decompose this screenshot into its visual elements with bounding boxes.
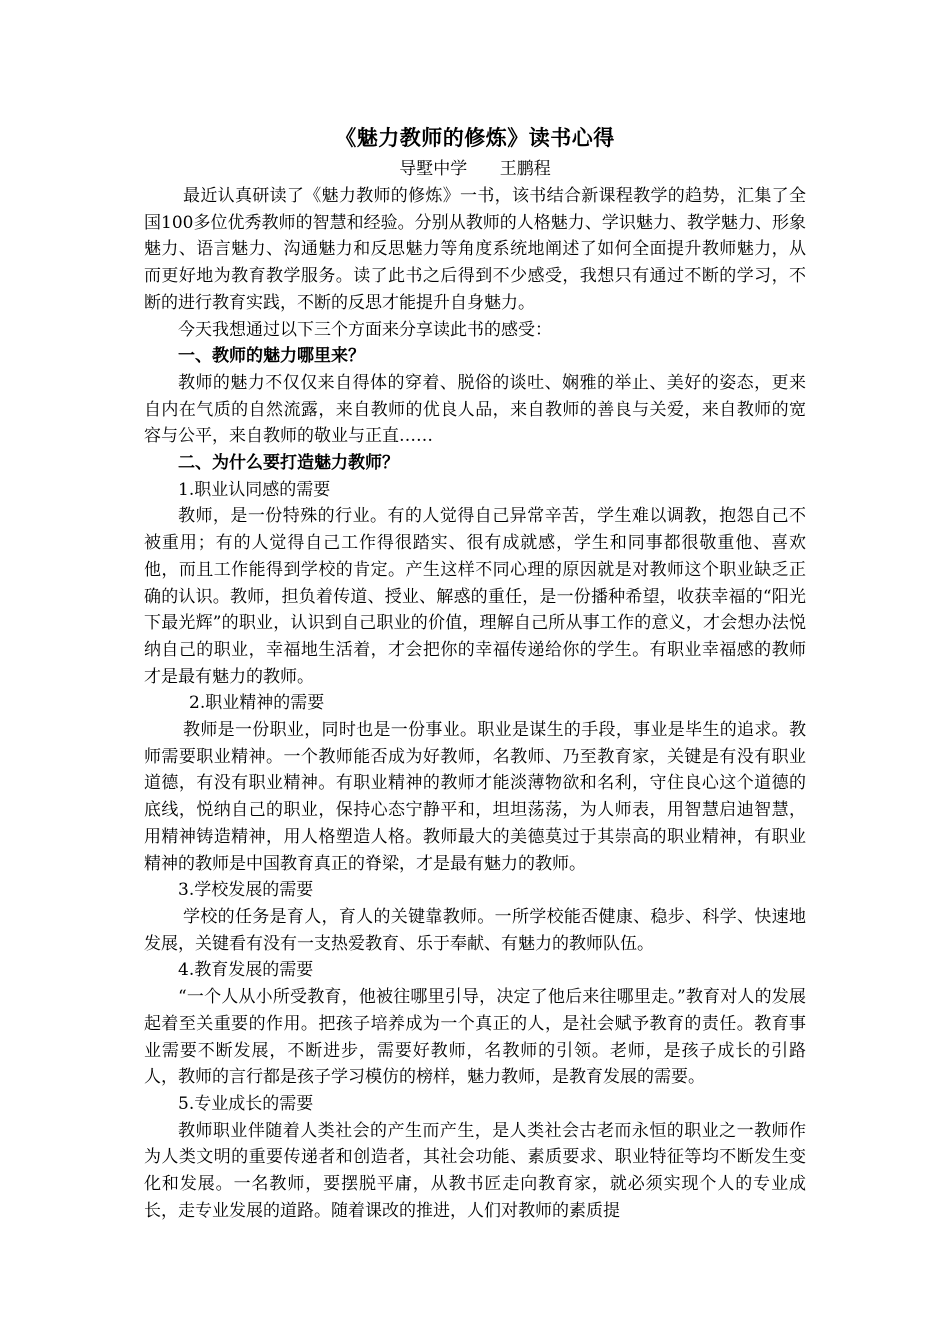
body-paragraph: “一个人从小所受教育，他被往哪里引导，决定了他后来往哪里走。”教育对人的发展起着至关重要的作用。把孩子培养成为一个真正的人，是社会赋予教育的责任。教育事业需要不断发展，不断进步，需要好教师，名教师的引领。老师，是孩子成长的引路人，教师的言行都是孩子学习模仿的榜样，魅力教师，是教育发展的需要。 (144, 987, 806, 1088)
body-paragraph: 教师职业伴随着人类社会的产生而产生，是人类社会古老而永恒的职业之一教师作为人类文明的重要传递者和创造者，其社会功能、素质要求、职业特征等均不断发生变化和发展。一名教师，要摆脱平庸，从教书匠走向教育家，就必须实现个人的专业成长，走专业发展的道路。随着课改的推进，人们对教师的素质提 (144, 1120, 806, 1221)
subsection-heading: 3.学校发展的需要 (178, 880, 314, 901)
section-heading: 二、为什么要打造魅力教师？ (178, 453, 399, 474)
document-page (144, 120, 806, 1224)
subsection-heading: 4.教育发展的需要 (178, 960, 314, 981)
document-body (144, 183, 806, 1224)
body-paragraph: 教师的魅力不仅仅来自得体的穿着、脱俗的谈吐、娴雅的举止、美好的姿态，更来自内在气质的自然流露，来自教师的优良人品，来自教师的善良与关爱，来自教师的宽容与公平，来自教师的敬业与正直…… (144, 372, 806, 447)
document-title: 《魅力教师的修炼》读书心得 (335, 125, 615, 150)
body-paragraph: 教师是一份职业，同时也是一份事业。职业是谋生的手段，事业是毕生的追求。教师需要职业精神。一个教师能否成为好教师，名教师、乃至教育家，关键是有没有职业道德，有没有职业精神。有职业精神的教师才能淡薄物欲和名利，守住良心这个道德的底线，悦纳自己的职业，保持心态宁静平和，坦坦荡荡，为人师表，用智慧启迪智慧，用精神铸造精神，用人格塑造人格。教师最大的美德莫过于其崇高的职业精神，有职业精神的教师是中国教育真正的脊梁，才是最有魅力的教师。 (144, 720, 806, 874)
subsection-heading: 5.专业成长的需要 (178, 1093, 314, 1114)
body-paragraph: 教师，是一份特殊的行业。有的人觉得自己异常辛苦，学生难以调教，抱怨自己不被重用；有的人觉得自己工作得很踏实、很有成就感，学生和同事都很敬重他、喜欢他，而且工作能得到学校的肯定。产生这样不同心理的原因就是对教师这个职业缺乏正确的认识。教师，担负着传道、授业、解惑的重任，是一份播种希望，收获幸福的“阳光下最光辉”的职业，认识到自己职业的价值，理解自己所从事工作的意义，才会想办法悦纳自己的职业，幸福地生活着，才会把你的幸福传递给你的学生。有职业幸福感的教师才是最有魅力的教师。 (144, 506, 806, 687)
body-paragraph: 最近认真研读了《魅力教师的修炼》一书，该书结合新课程教学的趋势，汇集了全国100多位优秀教师的智慧和经验。分别从教师的人格魅力、学识魅力、教学魅力、形象魅力、语言魅力、沟通魅力和反思魅力等角度系统地阐述了如何全面提升教师魅力，从而更好地为教育教学服务。读了此书之后得到不少感受，我想只有通过不断的学习，不断的进行教育实践，不断的反思才能提升自身魅力。 (144, 186, 806, 313)
body-paragraph: 学校的任务是育人，育人的关键靠教师。一所学校能否健康、稳步、科学、快速地发展，关键看有没有一支热爱教育、乐于奉献、有魅力的教师队伍。 (144, 906, 806, 954)
subsection-heading: 1.职业认同感的需要 (178, 479, 331, 500)
section-heading: 一、教师的魅力哪里来？ (178, 346, 365, 367)
body-paragraph: 今天我想通过以下三个方面来分享读此书的感受： (178, 319, 552, 340)
subsection-heading: 2.职业精神的需要 (189, 693, 325, 714)
author-byline: 导墅中学 王鹏程 (399, 159, 551, 179)
